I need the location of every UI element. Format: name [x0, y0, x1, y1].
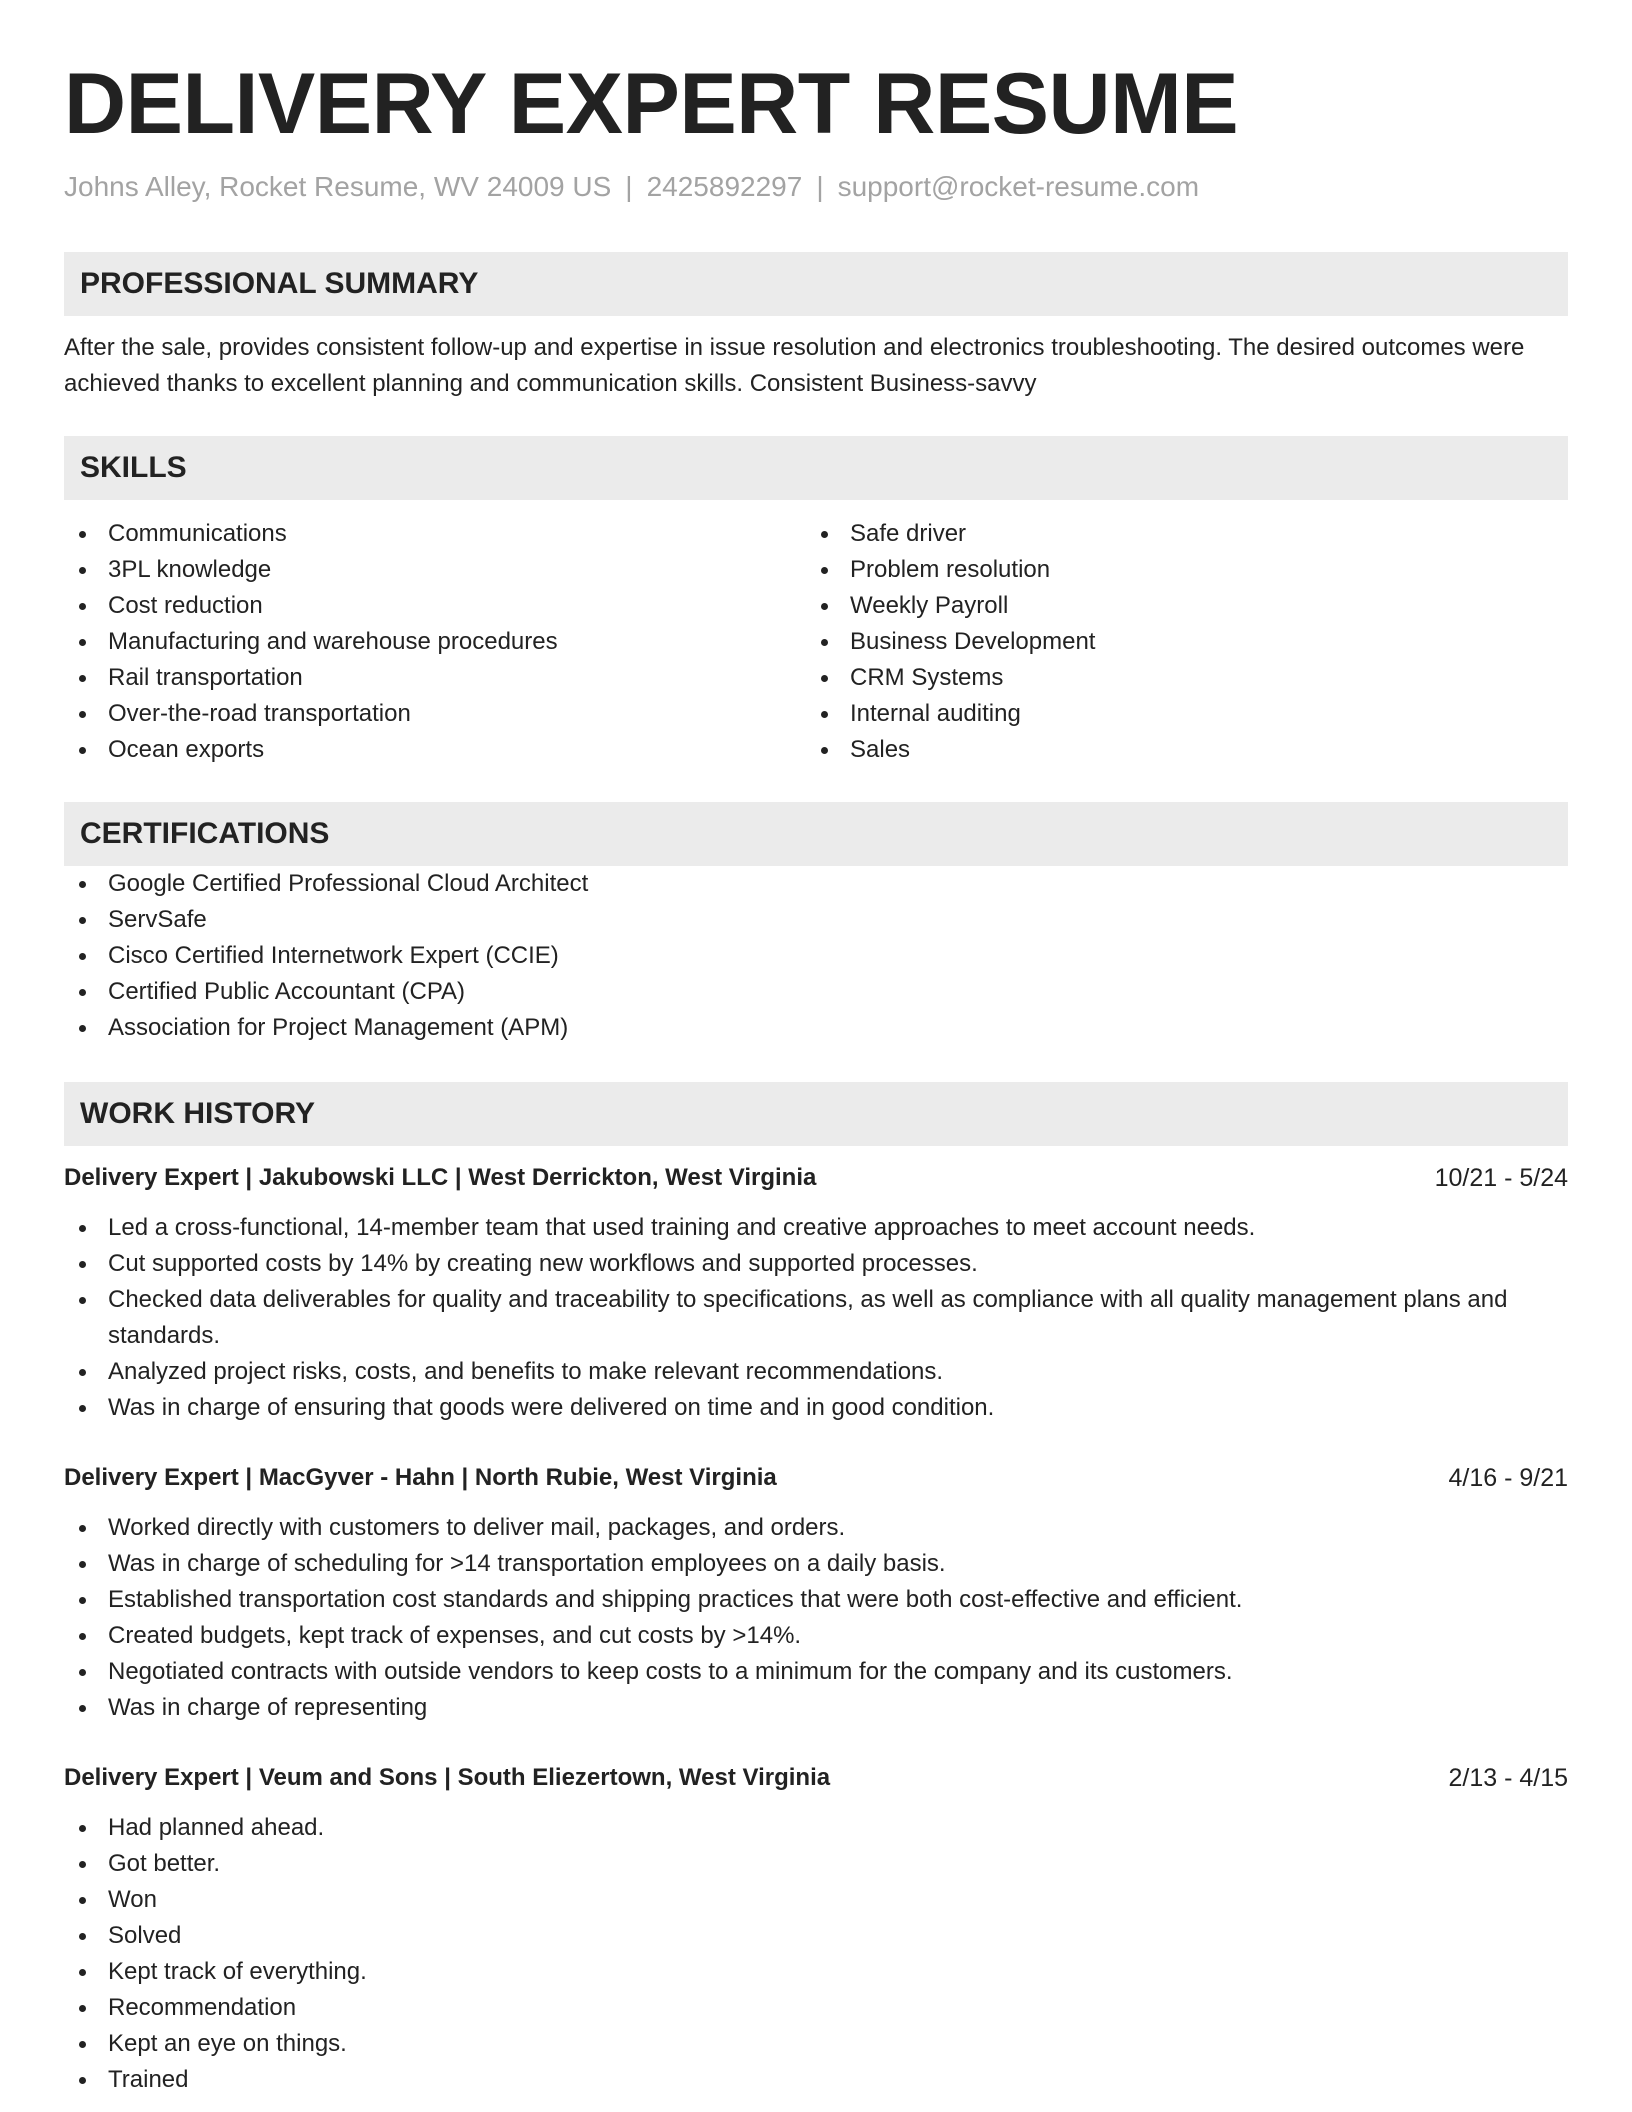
contact-separator: |	[625, 171, 633, 202]
job-header	[64, 1460, 1568, 1496]
certification-item: Google Certified Professional Cloud Architect	[64, 866, 1568, 902]
job-entry	[64, 1760, 1568, 2098]
resume-title: DELIVERY EXPERT RESUME	[64, 56, 1239, 152]
skill-item: Manufacturing and warehouse procedures	[64, 624, 806, 660]
job-bullet: Created budgets, kept track of expenses, and cut costs by >14%.	[64, 1618, 1568, 1654]
job-bullet: Checked data deliverables for quality and traceability to specifications, as well as compliance with all quality management plans and standards.	[64, 1282, 1568, 1354]
job-bullet: Was in charge of ensuring that goods were delivered on time and in good condition.	[64, 1390, 1568, 1426]
skill-item: Safe driver	[806, 516, 1548, 552]
job-title: Delivery Expert | Veum and Sons | South Eliezertown, West Virginia	[64, 1764, 831, 1791]
job-bullet: Kept track of everything.	[64, 1954, 1568, 1990]
skill-item: Sales	[806, 732, 1548, 768]
job-dates: 2/13 - 4/15	[1448, 1764, 1568, 1792]
section-heading-summary: PROFESSIONAL SUMMARY	[64, 252, 1568, 316]
job-bullets	[64, 1510, 1568, 1726]
job-bullet: Won	[64, 1882, 1568, 1918]
job-entry	[64, 1160, 1568, 1426]
job-bullets	[64, 1210, 1568, 1426]
job-bullets	[64, 1810, 1568, 2098]
job-bullet: Had planned ahead.	[64, 1810, 1568, 1846]
job-header	[64, 1760, 1568, 1796]
skill-item: Ocean exports	[64, 732, 806, 768]
job-bullet: Recommendation	[64, 1990, 1568, 2026]
job-bullet: Led a cross-functional, 14-member team that used training and creative approaches to meet account needs.	[64, 1210, 1568, 1246]
job-bullet: Established transportation cost standards and shipping practices that were both cost-effective and efficient.	[64, 1582, 1568, 1618]
job-title: Delivery Expert | Jakubowski LLC | West Derrickton, West Virginia	[64, 1164, 817, 1191]
section-heading-skills: SKILLS	[64, 436, 1568, 500]
section-heading-work-history: WORK HISTORY	[64, 1082, 1568, 1146]
certification-item: Certified Public Accountant (CPA)	[64, 974, 1568, 1010]
contact-separator: |	[816, 171, 824, 202]
job-bullet: Trained	[64, 2062, 1568, 2098]
skill-item: Communications	[64, 516, 806, 552]
contact-address: Johns Alley, Rocket Resume, WV 24009 US	[64, 171, 612, 202]
summary-text: After the sale, provides consistent follow-up and expertise in issue resolution and electronics troubleshooting. The desired outcomes were achieved thanks to excellent planning and communication skills. Consistent Business-savvy	[64, 334, 1525, 397]
job-title: Delivery Expert | MacGyver - Hahn | North Rubie, West Virginia	[64, 1464, 777, 1491]
skills-grid	[64, 516, 1568, 768]
skills-list-left	[64, 516, 806, 768]
skill-item: Over-the-road transportation	[64, 696, 806, 732]
job-bullet: Was in charge of representing	[64, 1690, 1568, 1726]
job-bullet: Analyzed project risks, costs, and benefits to make relevant recommendations.	[64, 1354, 1568, 1390]
skill-item: 3PL knowledge	[64, 552, 806, 588]
skill-item: Cost reduction	[64, 588, 806, 624]
certification-item: Cisco Certified Internetwork Expert (CCIE)	[64, 938, 1568, 974]
contact-line	[64, 170, 1568, 204]
skill-item: Rail transportation	[64, 660, 806, 696]
skills-list-right	[806, 516, 1548, 768]
job-entry	[64, 1460, 1568, 1726]
skill-item: Internal auditing	[806, 696, 1548, 732]
job-header	[64, 1160, 1568, 1196]
job-dates: 10/21 - 5/24	[1434, 1164, 1568, 1192]
job-bullet: Kept an eye on things.	[64, 2026, 1568, 2062]
job-dates: 4/16 - 9/21	[1448, 1464, 1568, 1492]
section-heading-certifications: CERTIFICATIONS	[64, 802, 1568, 866]
certification-item: Association for Project Management (APM)	[64, 1010, 1568, 1046]
job-bullet: Negotiated contracts with outside vendors to keep costs to a minimum for the company and its customers.	[64, 1654, 1568, 1690]
resume-page	[64, 0, 1568, 2098]
contact-email: support@rocket-resume.com	[837, 171, 1200, 202]
skill-item: Problem resolution	[806, 552, 1548, 588]
job-bullet: Worked directly with customers to deliver mail, packages, and orders.	[64, 1510, 1568, 1546]
certification-item: ServSafe	[64, 902, 1568, 938]
job-bullet: Cut supported costs by 14% by creating new workflows and supported processes.	[64, 1246, 1568, 1282]
contact-phone: 2425892297	[646, 171, 803, 202]
certifications-list	[64, 866, 1568, 1046]
skill-item: Weekly Payroll	[806, 588, 1548, 624]
skill-item: CRM Systems	[806, 660, 1548, 696]
skill-item: Business Development	[806, 624, 1548, 660]
job-bullet: Was in charge of scheduling for >14 transportation employees on a daily basis.	[64, 1546, 1568, 1582]
job-bullet: Got better.	[64, 1846, 1568, 1882]
job-bullet: Solved	[64, 1918, 1568, 1954]
